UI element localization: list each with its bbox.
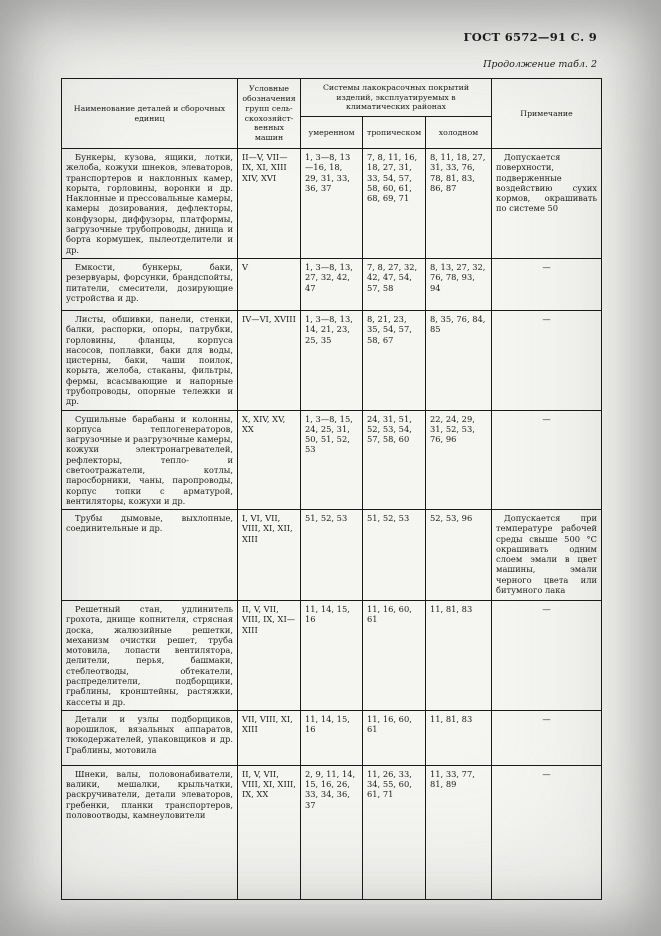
row-moderate: 11, 14, 15, 16	[301, 601, 363, 711]
row-name: Детали и узлы подборщиков, ворошилок, вязальных аппаратов, тюкодержателей, упаковщиков и др. Граблины, мотовила	[62, 710, 238, 765]
header-name: Наименование деталей и сборочных единиц	[62, 79, 238, 149]
row-note: —	[492, 601, 602, 711]
document-reference: ГОСТ 6572—91 С. 9	[463, 30, 597, 44]
row-tropical: 24, 31, 51, 52, 53, 54, 57, 58, 60	[363, 410, 426, 510]
row-name: Решетный стан, удлинитель грохота, днище копнителя, стрясная доска, жалюзийные решетки, механизм очистки решет, труба мотовила, лопасти вентилятора, делители, перья, башмаки, стеблеотводы, обтекатели, распределители, подборщики, граблины, кронштейны, растяжки, кассеты и др.	[62, 601, 238, 711]
row-moderate: 1, 3—8, 13—16, 18, 29, 31, 33, 36, 37	[301, 149, 363, 259]
row-cold: 8, 13, 27, 32, 76, 78, 93, 94	[426, 259, 492, 311]
table-row	[62, 765, 602, 899]
row-name: Шнеки, валы, половонабиватели, валики, мешалки, крыльчатки, раскручиватели, детали элеваторов, гребенки, планки транспортеров, половоотводы, камнеуловители	[62, 765, 238, 899]
row-tropical: 8, 21, 23, 35, 54, 57, 58, 67	[363, 311, 426, 411]
row-cold: 8, 35, 76, 84, 85	[426, 311, 492, 411]
table-row	[62, 149, 602, 259]
table-row	[62, 311, 602, 411]
header-systems: Системы лакокрасочных покрытий изделий, эксплуатируемых в климатических районах	[301, 79, 492, 117]
header-note: Примечание	[492, 79, 602, 149]
row-moderate: 11, 14, 15, 16	[301, 710, 363, 765]
row-moderate: 1, 3—8, 13, 27, 32, 42, 47	[301, 259, 363, 311]
header-group: Условные обозначения групп сельскохозяйственных машин	[238, 79, 301, 149]
row-moderate: 51, 52, 53	[301, 510, 363, 601]
table-row	[62, 259, 602, 311]
row-group: II, V, VII, VIII, XI, XIII, IX, XX	[238, 765, 301, 899]
row-note: —	[492, 259, 602, 311]
row-cold: 8, 11, 18, 27, 31, 33, 76, 78, 81, 83, 86, 87	[426, 149, 492, 259]
row-group: VII, VIII, XI, XIII	[238, 710, 301, 765]
row-group: X, XIV, XV, XX	[238, 410, 301, 510]
row-group: II, V, VII, VIII, IX, XI—XIII	[238, 601, 301, 711]
row-cold: 11, 33, 77, 81, 89	[426, 765, 492, 899]
coating-systems-table	[61, 78, 602, 900]
row-note: —	[492, 311, 602, 411]
row-moderate: 1, 3—8, 15, 24, 25, 31, 50, 51, 52, 53	[301, 410, 363, 510]
row-note: Допускается при температуре рабочей среды свыше 500 °С окрашивать одним слоем эмали в цвет машины, эмали черного цвета или битумного лака	[492, 510, 602, 601]
row-moderate: 1, 3—8, 13, 14, 21, 23, 25, 35	[301, 311, 363, 411]
row-tropical: 7, 8, 27, 32, 42, 47, 54, 57, 58	[363, 259, 426, 311]
header-climate-moderate: умеренном	[301, 117, 363, 149]
row-note: —	[492, 710, 602, 765]
row-group: IV—VI, XVIII	[238, 311, 301, 411]
row-name: Емкости, бункеры, баки, резервуары, форсунки, брандспойты, питатели, смесители, дозирующие устройства и др.	[62, 259, 238, 311]
row-group: I, VI, VII, VIII, XI, XII, XIII	[238, 510, 301, 601]
row-note: —	[492, 765, 602, 899]
row-cold: 22, 24, 29, 31, 52, 53, 76, 96	[426, 410, 492, 510]
table-row	[62, 601, 602, 711]
row-tropical: 11, 16, 60, 61	[363, 710, 426, 765]
table-row	[62, 710, 602, 765]
row-group: V	[238, 259, 301, 311]
row-moderate: 2, 9, 11, 14, 15, 16, 26, 33, 34, 36, 37	[301, 765, 363, 899]
row-name: Листы, обшивки, панели, стенки, балки, распорки, опоры, патрубки, горловины, фланцы, корпуса насосов, поплавки, баки для воды, цистерны, баки, чаши поилок, корыта, желоба, стаканы, фильтры, фермы, всасывающие и напорные трубопроводы, опорные тележки и др.	[62, 311, 238, 411]
row-name: Сушильные барабаны и колонны, корпуса теплогенераторов, загрузочные и разгрузочные камеры, кожухи электронагревателей, рефлекторы, тепло- и светоотражатели, котлы, паросборники, чаны, паропроводы, корпус топки с арматурой, вентиляторы, кожухи и др.	[62, 410, 238, 510]
row-cold: 52, 53, 96	[426, 510, 492, 601]
row-note: —	[492, 410, 602, 510]
table-row	[62, 410, 602, 510]
row-tropical: 11, 26, 33, 34, 55, 60, 61, 71	[363, 765, 426, 899]
row-note: Допускается поверхности, подверженные воздействию сухих кормов, окрашивать по системе 50	[492, 149, 602, 259]
row-tropical: 11, 16, 60, 61	[363, 601, 426, 711]
row-tropical: 51, 52, 53	[363, 510, 426, 601]
header-climate-tropical: тропическом	[363, 117, 426, 149]
row-cold: 11, 81, 83	[426, 601, 492, 711]
table-continuation-caption: Продолжение табл. 2	[483, 59, 597, 70]
row-tropical: 7, 8, 11, 16, 18, 27, 31, 33, 54, 57, 58, 60, 61, 68, 69, 71	[363, 149, 426, 259]
row-cold: 11, 81, 83	[426, 710, 492, 765]
header-climate-cold: холодном	[426, 117, 492, 149]
row-name: Бункеры, кузова, ящики, лотки, желоба, кожухи шнеков, элеваторов, транспортеров и наклонных камер, корыта, горловины, воронки и др. Наклонные и прессовальные камеры, камеры дозирования, дефлекторы, конфузоры, диффузоры, платформы, загрузочные трубопроводы, днища и борта кормушек, пылеотделители и др.	[62, 149, 238, 259]
table-row	[62, 510, 602, 601]
row-name: Трубы дымовые, выхлопные, соединительные и др.	[62, 510, 238, 601]
row-group: II—V, VII—IX, XI, XIII XIV, XVI	[238, 149, 301, 259]
